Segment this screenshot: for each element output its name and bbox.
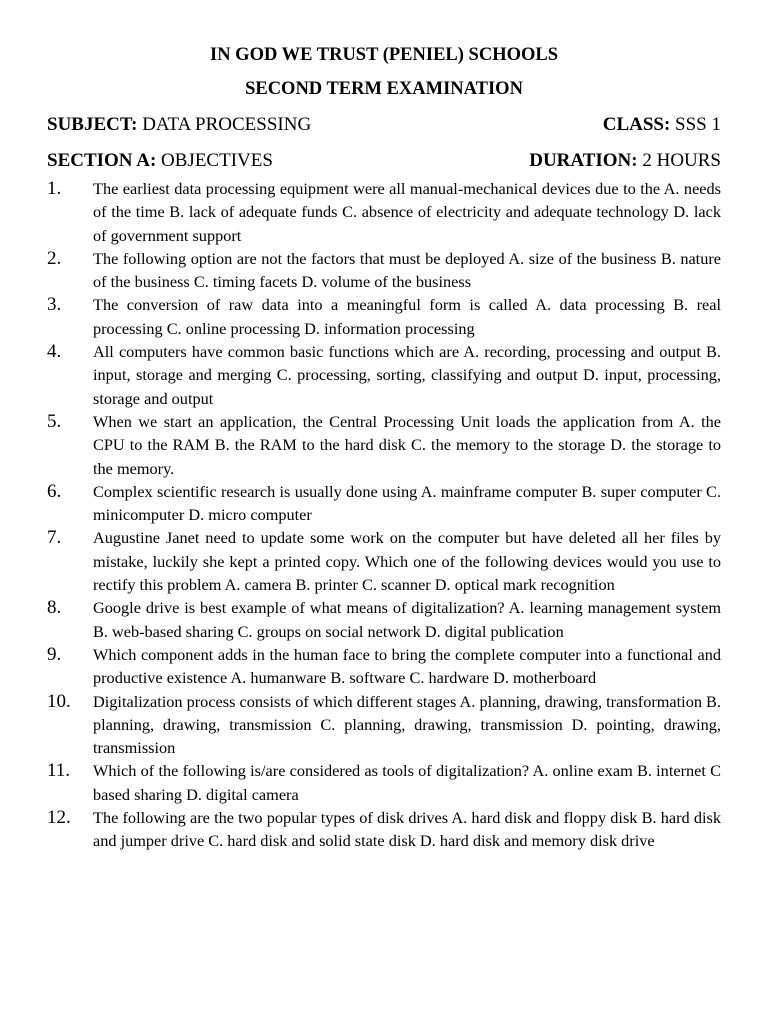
school-name: IN GOD WE TRUST (PENIEL) SCHOOLS (210, 45, 558, 65)
question-text: Augustine Janet need to update some work on the computer but have deleted all her files by mistake, luckily she kept a printed copy. Which one of the following devices would you use to rectify this problem A. camera B. printer C. scanner D. optical mark recognition (93, 528, 721, 595)
section-label: SECTION A: (47, 150, 157, 171)
question-number: 1. (47, 178, 62, 199)
duration-label: DURATION: (529, 150, 638, 171)
question-number: 7. (47, 527, 62, 549)
subject-label: SUBJECT: (47, 114, 138, 135)
question-text: The conversion of raw data into a meaningful form is called A. data processing B. real processing C. online processing D. information processing (93, 295, 721, 338)
question-number: 6. (47, 480, 62, 502)
exam-title: SECOND TERM EXAMINATION (245, 79, 523, 99)
class-field (603, 113, 721, 137)
question-number: 10. (47, 690, 71, 712)
question-item (47, 526, 721, 596)
question-item (47, 806, 721, 853)
question-number: 8. (47, 597, 62, 619)
section-duration-row (47, 149, 721, 173)
question-number: 4. (47, 341, 62, 363)
question-item (47, 759, 721, 806)
question-text: Which component adds in the human face to bring the complete computer into a functional and productive existence A. humanware B. software C. hardware D. motherboard (93, 644, 721, 688)
question-item (47, 177, 721, 247)
question-number: 12. (47, 807, 71, 829)
question-number: 9. (47, 643, 62, 665)
question-item (47, 293, 721, 340)
question-item (47, 480, 721, 527)
class-label: CLASS: (602, 114, 671, 135)
duration-value: 2 HOURS (637, 150, 721, 171)
question-number: 3. (47, 294, 62, 316)
question-text: The following are the two popular types of disk drives A. hard disk and floppy disk B. hard disk and jumper drive C. hard disk and solid state disk D. hard disk and memory disk drive (93, 808, 721, 851)
question-text: Complex scientific research is usually done using A. mainframe computer B. super computer C. minicomputer D. micro computer (93, 481, 721, 525)
question-item (47, 643, 721, 690)
question-item (47, 247, 721, 294)
question-text: Which of the following is/are considered as tools of digitalization? A. online exam B. internet C based sharing D. digital camera (93, 761, 721, 804)
question-text: The following option are not the factors that must be deployed A. size of the business B. nature of the business C. timing facets D. volume of the business (93, 248, 721, 292)
question-item (47, 340, 721, 410)
question-item (47, 690, 721, 760)
question-number: 11. (47, 760, 71, 782)
question-item (47, 410, 721, 480)
subject-class-row (47, 113, 721, 137)
section-field (47, 149, 273, 173)
question-list (47, 177, 721, 853)
question-text: All computers have common basic functions which are A. recording, processing and output B. input, storage and merging C. processing, sorting, classifying and output D. input, processing, storage and output (93, 342, 721, 408)
duration-field (529, 149, 721, 173)
question-number: 2. (47, 247, 62, 269)
question-text: The earliest data processing equipment were all manual-mechanical devices due to the A. needs of the time B. lack of adequate funds C. absence of electricity and adequate technology D. lack of government support (93, 179, 721, 245)
question-text: Digitalization process consists of which different stages A. planning, drawing, transformation B. planning, drawing, transmission C. planning, drawing, transmission D. pointing, drawing, transmission (93, 691, 721, 758)
question-text: Google drive is best example of what means of digitalization? A. learning management system B. web-based sharing C. groups on social network D. digital publication (93, 598, 721, 641)
subject-value: DATA PROCESSING (137, 114, 312, 135)
question-number: 5. (47, 410, 62, 432)
class-value: SSS 1 (670, 114, 721, 135)
question-text: When we start an application, the Central Processing Unit loads the application from A. the CPU to the RAM B. the RAM to the hard disk C. the memory to the storage D. the storage to the memory. (93, 411, 721, 478)
question-item (47, 596, 721, 643)
subject-field (47, 113, 311, 137)
section-value: OBJECTIVES (156, 150, 273, 171)
